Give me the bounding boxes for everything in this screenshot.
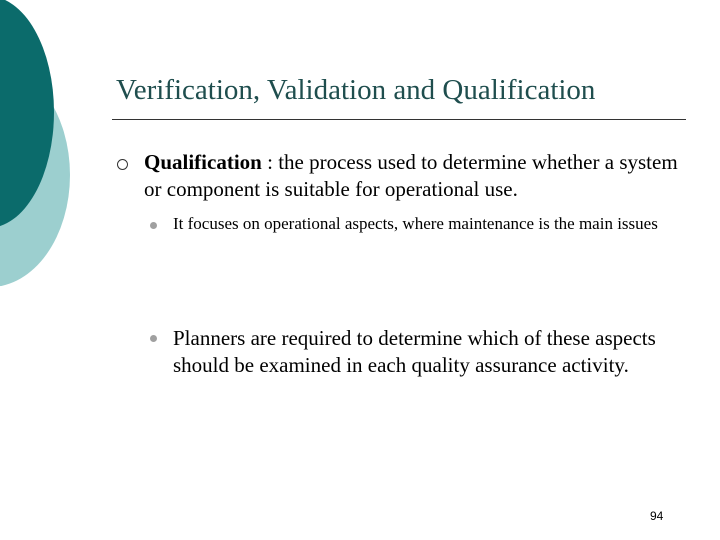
slide-title: Verification, Validation and Qualification [116,74,596,106]
term-separator: : [261,150,279,174]
bullet-dot-icon [150,335,157,342]
bullet-dot-icon [150,222,157,229]
title-divider [112,119,686,120]
main-point [144,149,684,203]
sub-point-2: Planners are required to determine which of these aspects should be examined in each quality assurance activity. [173,326,656,377]
decorative-circles [0,0,110,300]
page-number: 94 [650,509,664,523]
term: Qualification [144,150,262,174]
hollow-bullet-icon [117,159,128,170]
sub-point-1: It focuses on operational aspects, where maintenance is the main issues [173,214,658,233]
definition: the process used to determine whether a system or component is suitable for operational use. [144,150,678,201]
